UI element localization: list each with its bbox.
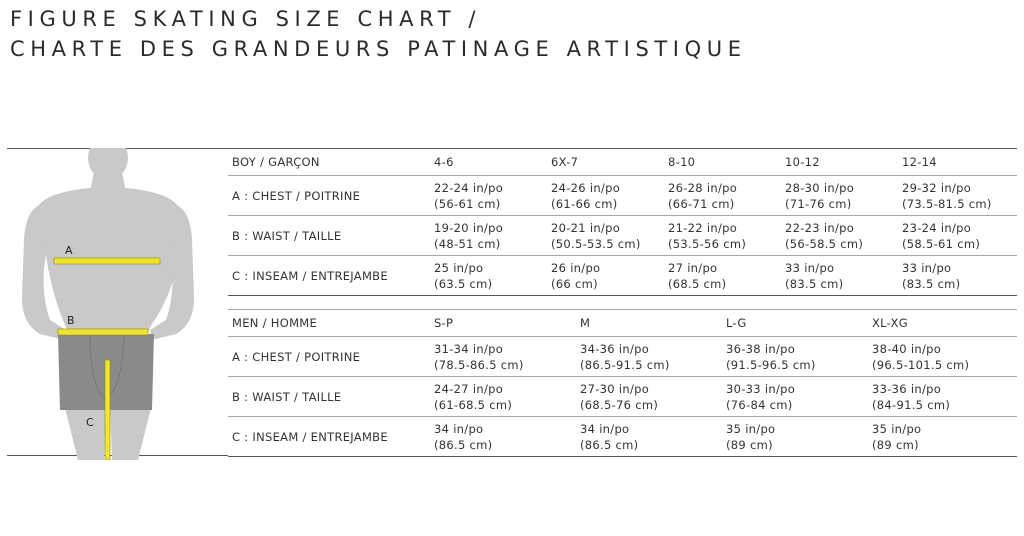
label-b: B — [67, 314, 75, 327]
label-c: C — [86, 416, 94, 429]
measurement-cell: 33-36 in/po (84-91.5 cm) — [872, 381, 951, 412]
measurement-cell: 20-21 in/po (50.5-53.5 cm) — [551, 220, 641, 251]
inseam-tape — [105, 360, 110, 460]
measurement-cell: 26 in/po (66 cm) — [551, 260, 601, 291]
measurement-cell: 27 in/po (68.5 cm) — [668, 260, 727, 291]
boy-waist-row — [228, 216, 1017, 256]
measurement-cell: 30-33 in/po (76-84 cm) — [726, 381, 796, 412]
boy-header-label: BOY / GARÇON — [232, 154, 320, 169]
title-english: FIGURE SKATING SIZE CHART / — [10, 7, 482, 31]
boy-size-header: 10-12 — [785, 154, 820, 169]
measurement-cell: 26-28 in/po (66-71 cm) — [668, 180, 738, 211]
measurement-cell: 28-30 in/po (71-76 cm) — [785, 180, 855, 211]
measurement-cell: 29-32 in/po (73.5-81.5 cm) — [902, 180, 992, 211]
row-label: B : WAIST / TAILLE — [232, 389, 342, 404]
men-chest-row — [228, 337, 1017, 377]
measurement-cell: 35 in/po (89 cm) — [726, 421, 776, 452]
page-title — [10, 4, 747, 64]
boy-header-row — [228, 148, 1017, 176]
measurement-cell: 23-24 in/po (58.5-61 cm) — [902, 220, 981, 251]
measurement-cell: 22-24 in/po (56-61 cm) — [434, 180, 504, 211]
measurement-cell: 31-34 in/po (78.5-86.5 cm) — [434, 341, 524, 372]
men-waist-row — [228, 377, 1017, 417]
measurement-cell: 24-27 in/po (61-68.5 cm) — [434, 381, 513, 412]
measurement-cell: 36-38 in/po (91.5-96.5 cm) — [726, 341, 816, 372]
measurement-cell: 19-20 in/po (48-51 cm) — [434, 220, 504, 251]
measurement-cell: 24-26 in/po (61-66 cm) — [551, 180, 621, 211]
measurement-cell: 27-30 in/po (68.5-76 cm) — [580, 381, 659, 412]
boy-size-header: 6X-7 — [551, 154, 579, 169]
row-label: C : INSEAM / ENTREJAMBE — [232, 429, 388, 444]
men-inseam-row — [228, 417, 1017, 457]
label-a: A — [65, 244, 73, 257]
boy-chest-row — [228, 176, 1017, 216]
measurement-cell: 34 in/po (86.5 cm) — [434, 421, 493, 452]
measurement-cell: 33 in/po (83.5 cm) — [785, 260, 844, 291]
row-label: C : INSEAM / ENTREJAMBE — [232, 268, 388, 283]
boy-size-table — [228, 148, 1017, 296]
measurement-cell: 22-23 in/po (56-58.5 cm) — [785, 220, 864, 251]
men-size-header: S-P — [434, 316, 454, 330]
row-label: B : WAIST / TAILLE — [232, 228, 342, 243]
measurement-cell: 38-40 in/po (96.5-101.5 cm) — [872, 341, 970, 372]
measurement-cell: 34-36 in/po (86.5-91.5 cm) — [580, 341, 670, 372]
measurement-cell: 35 in/po (89 cm) — [872, 421, 922, 452]
boy-inseam-row — [228, 256, 1017, 296]
measurement-cell: 34 in/po (86.5 cm) — [580, 421, 639, 452]
measurement-cell: 25 in/po (63.5 cm) — [434, 260, 493, 291]
row-label: A : CHEST / POITRINE — [232, 349, 361, 364]
boy-size-header: 8-10 — [668, 154, 696, 169]
men-size-header: M — [580, 316, 591, 330]
row-label: A : CHEST / POITRINE — [232, 188, 361, 203]
men-size-header: XL-XG — [872, 316, 908, 330]
men-header-row — [228, 309, 1017, 337]
measurement-cell: 21-22 in/po (53.5-56 cm) — [668, 220, 747, 251]
men-header-label: MEN / HOMME — [232, 316, 318, 330]
boy-size-header: 4-6 — [434, 154, 454, 169]
measurement-cell: 33 in/po (83.5 cm) — [902, 260, 961, 291]
men-size-header: L-G — [726, 316, 747, 330]
boy-size-header: 12-14 — [902, 154, 937, 169]
title-french: CHARTE DES GRANDEURS PATINAGE ARTISTIQUE — [10, 37, 747, 61]
body-figure — [20, 148, 205, 460]
men-size-table — [228, 309, 1017, 457]
